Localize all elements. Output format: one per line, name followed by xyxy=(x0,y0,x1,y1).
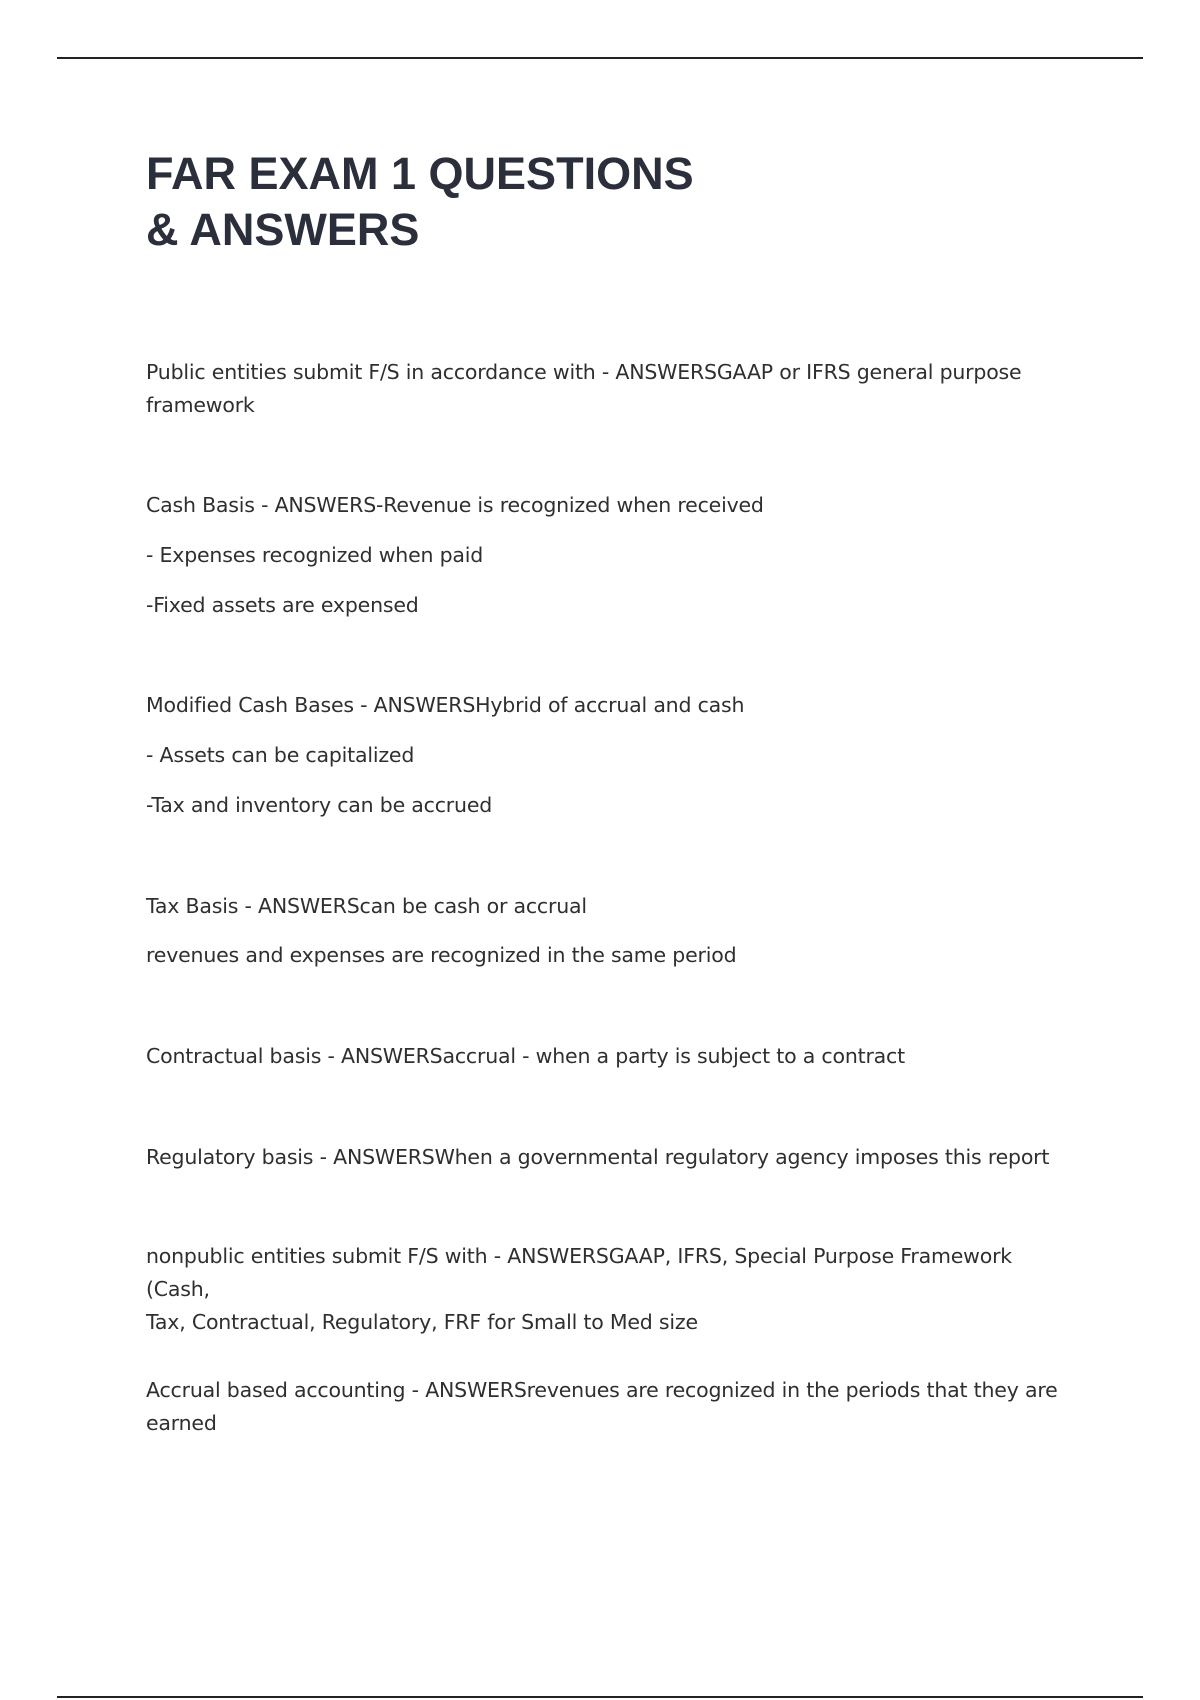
qa-subline: - Assets can be capitalized xyxy=(146,743,415,767)
qa-entry-nonpublic-entities xyxy=(146,1240,1066,1339)
qa-line: framework xyxy=(146,393,255,417)
qa-entry-public-entities xyxy=(146,356,1066,422)
qa-line: Accrual based accounting - ANSWERSrevenues are recognized in the periods that they are xyxy=(146,1378,1058,1402)
qa-line: nonpublic entities submit F/S with - ANSWERSGAAP, IFRS, Special Purpose Framework (Cash, xyxy=(146,1244,1012,1301)
bottom-rule xyxy=(57,1696,1143,1698)
qa-subline: -Tax and inventory can be accrued xyxy=(146,793,493,817)
qa-entry-contractual-basis xyxy=(146,1040,1066,1073)
qa-line: Modified Cash Bases - ANSWERSHybrid of accrual and cash xyxy=(146,693,745,717)
qa-entry-tax-basis xyxy=(146,890,1066,972)
top-rule xyxy=(57,57,1143,59)
qa-line: Cash Basis - ANSWERS-Revenue is recognized when received xyxy=(146,493,764,517)
document-title xyxy=(146,146,1046,258)
qa-entry-cash-basis xyxy=(146,489,1066,622)
qa-line: Contractual basis - ANSWERSaccrual - when a party is subject to a contract xyxy=(146,1044,905,1068)
qa-line: earned xyxy=(146,1411,217,1435)
qa-entry-accrual-accounting xyxy=(146,1374,1066,1440)
qa-line: Regulatory basis - ANSWERSWhen a governmental regulatory agency imposes this report xyxy=(146,1145,1050,1169)
qa-subline: - Expenses recognized when paid xyxy=(146,543,484,567)
title-line-1: FAR EXAM 1 QUESTIONS xyxy=(146,148,694,199)
qa-line: Public entities submit F/S in accordance with - ANSWERSGAAP or IFRS general purpose xyxy=(146,360,1022,384)
qa-entry-regulatory-basis xyxy=(146,1141,1066,1174)
title-line-2: & ANSWERS xyxy=(146,204,420,255)
qa-subline: -Fixed assets are expensed xyxy=(146,593,419,617)
qa-entry-modified-cash-bases xyxy=(146,689,1066,822)
qa-line: Tax, Contractual, Regulatory, FRF for Small to Med size xyxy=(146,1310,698,1334)
qa-line: Tax Basis - ANSWERScan be cash or accrual xyxy=(146,894,587,918)
qa-subline: revenues and expenses are recognized in the same period xyxy=(146,943,737,967)
